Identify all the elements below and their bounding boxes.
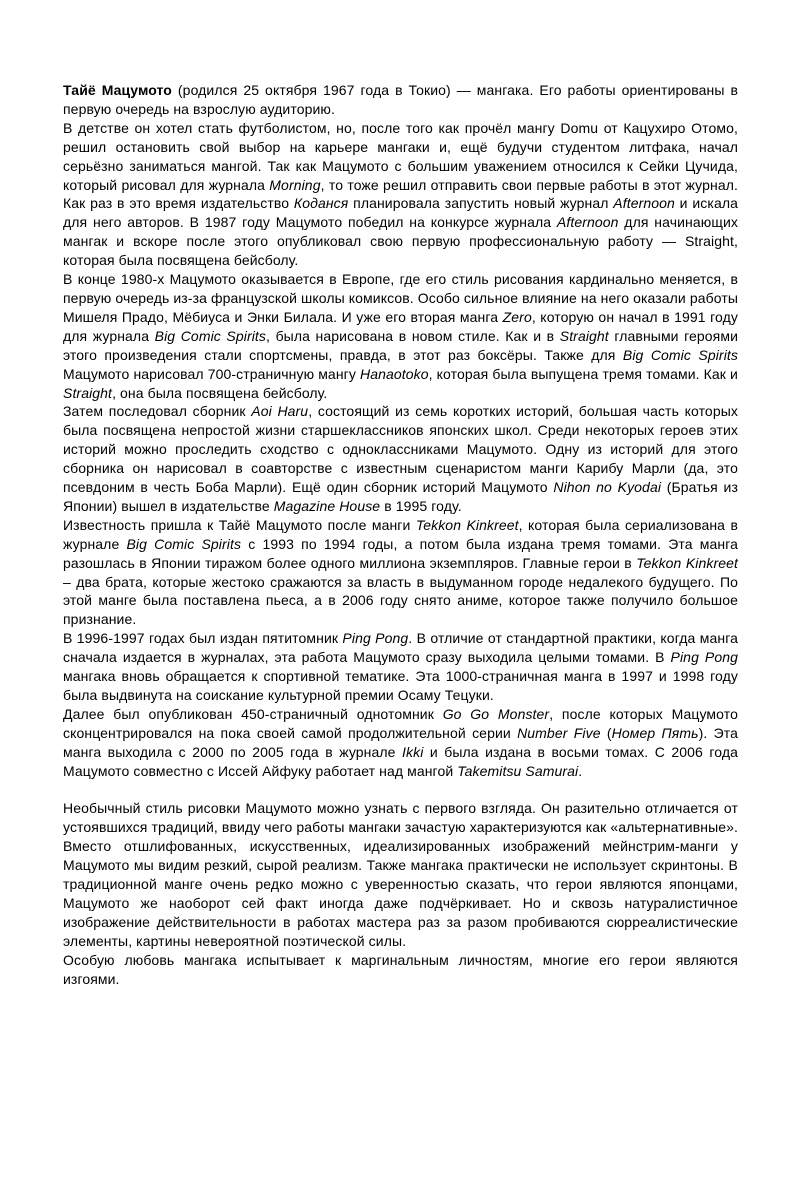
text-run: с 1993 по 1994 годы, а потом была издана тремя томами. Эта манга разошлась в Японии тиражом более одного миллиона экземпляров. Главные герои в — [63, 535, 738, 571]
text-run: Straight — [63, 384, 113, 401]
text-run: и была издана в восьми томах. С 2006 года Мацумото совместно с Иссей Айфуку работает над мангой — [63, 743, 738, 779]
text-run: Big Comic Spirits — [622, 346, 738, 363]
paragraph — [63, 799, 738, 950]
text-run: . — [578, 762, 583, 779]
text-run: Ping Pong — [342, 630, 409, 647]
text-run: , которая была сериализована в журнале — [63, 516, 738, 552]
text-run: Мацумото нарисовал 700-страничную мангу — [63, 365, 360, 382]
text-run: , она была посвящена бейсболу. — [112, 384, 328, 401]
text-run: (родился 25 октября 1967 года в Токио) — мангака. Его работы ориентированы в первую очередь на взрослую аудиторию. — [63, 82, 739, 117]
text-run: , то тоже решил отправить свои первые работы в этот журнал. Как раз в это время издательство — [63, 176, 738, 212]
text-run: Straight — [559, 327, 609, 344]
paragraph — [63, 629, 738, 705]
text-run: для начинающих мангак и вскоре после этого опубликовал свою первую профессиональную работу — Straight, которая была посвящена бейсболу. — [63, 214, 738, 269]
text-run: Tekkon Kinkreet — [415, 516, 519, 533]
text-run: В 1996-1997 годах был издан пятитомник — [63, 630, 343, 647]
text-run: Afternoon — [556, 214, 619, 231]
text-run: Затем последовал сборник — [63, 403, 252, 420]
text-run: ). Эта манга выходила с 2000 по 2005 года в журнале — [63, 724, 738, 760]
text-run: Afternoon — [613, 195, 675, 212]
text-run: Aoi Haru — [251, 403, 309, 420]
text-run: главными героями этого произведения стали спортсмены, правда, в этот раз боксёры. Также для — [63, 327, 739, 363]
text-run: . В отличие от стандартной практики, когда манга сначала издается в журналах, эта работа Мацумото сразу выходила целыми томами. В — [63, 630, 738, 666]
text-run: Morning — [269, 176, 321, 193]
paragraph — [63, 705, 738, 781]
document-page — [63, 81, 738, 988]
text-run: В детстве он хотел стать футболистом, но, после того как прочёл мангу Domu от Кацухиро Отомо, решил остановить свой выбор на карьере мангаки и, ещё будучи студентом литфака, начал серьёзно заниматься мангой. Так как Мацумото с большим уважением относился к Сейки Цучида, который рисовал для журнала — [63, 119, 738, 193]
text-run: мангака вновь обращается к спортивной тематике. Эта 1000-страничная манга в 1997 и 1998 году была выдвинута на соискание культурной премии Осаму Тецуки. — [63, 668, 738, 703]
text-run: Number Five — [517, 724, 601, 741]
text-run: ( — [600, 724, 612, 741]
text-run: , которую он начал в 1991 году для журнала — [63, 308, 738, 344]
paragraph — [63, 516, 738, 629]
text-run: Takemitsu Samurai — [457, 762, 579, 779]
text-run: Тайё Мацумото — [63, 82, 172, 98]
text-run: , состоящий из семь коротких историй, большая часть которых была посвящена непростой жизни старшеклассников японских школ. Среди некоторых героев этих историй можно проследить сходство с одноклассниками Мацумото. Одну из историй для этого сборника он нарисовал в соавторстве с известным сценаристом манги Карибу Марли (да, это псевдоним в честь Боба Марли). Ещё один сборник историй Мацумото — [63, 403, 738, 496]
text-run: Tekkon Kinkreet — [636, 554, 738, 571]
text-run: , которая была выпущена тремя томами. Как и — [428, 365, 738, 382]
text-run: Ikki — [402, 743, 424, 760]
document-body — [63, 81, 738, 988]
paragraph — [63, 951, 738, 989]
text-run: планировала запустить новый журнал — [348, 195, 614, 212]
text-run: , была нарисована в новом стиле. Как и в — [266, 327, 560, 344]
text-run: Zero — [502, 308, 532, 325]
text-run: и искала для него авторов. В 1987 году Мацумото победил на конкурсе журнала — [63, 195, 738, 231]
text-run: Коданся — [293, 195, 349, 212]
paragraph — [63, 270, 738, 402]
text-run: Hanaotoko — [360, 365, 429, 382]
paragraph — [63, 119, 738, 270]
paragraph — [63, 81, 738, 119]
text-run: Далее был опубликован 450-страничный однотомник — [63, 705, 443, 722]
text-run: В конце 1980-х Мацумото оказывается в Европе, где его стиль рисования кардинально меняется, в первую очередь из-за французской школы комиксов. Особо сильное влияние на него оказали работы Мишеля Прадо, Мёбиуса и Энки Билала. И уже его вторая манга — [63, 271, 738, 325]
text-run: Ping Pong — [670, 649, 738, 666]
text-run: Nihon no Kyodai — [553, 479, 662, 496]
text-run: , после которых Мацумото сконцентрировался на пока своей самой продолжительной серии — [63, 705, 738, 741]
text-run: Big Comic Spirits — [154, 327, 267, 344]
text-run: Go Go Monster — [442, 705, 550, 722]
text-run: Номер Пять — [611, 724, 699, 741]
paragraph — [63, 402, 738, 515]
text-run: Magazine House — [273, 497, 381, 514]
text-run: Известность пришла к Тайё Мацумото после манги — [63, 516, 416, 533]
text-run: Big Comic Spirits — [126, 535, 242, 552]
text-run: Необычный стиль рисовки Мацумото можно узнать с первого взгляда. Он разительно отличается от устоявшихся традиций, ввиду чего работы мангаки зачастую характеризуются как «альтернативные». Вместо отшлифованных, искусственных, идеализированных изображений мейнстрим-манги у Мацумото мы видим резкий, сырой реализм. Также мангака практически не использует скринтоны. В традиционной манге очень редко можно с уверенностью сказать, что герои являются японцами, Мацумото же наоборот сей факт иногда даже подчёркивает. Но и сквозь натуралистичное изображение действительности в работах мастера раз за разом пробиваются сюрреалистические элементы, картины невероятной поэтической силы. — [63, 800, 738, 949]
text-run: в 1995 году. — [380, 497, 462, 514]
text-run: – два брата, которые жестоко сражаются за власть в выдуманном городе недалекого будущего. По этой манге была поставлена пьеса, а в 2006 году снято аниме, которое также получило большое признание. — [63, 573, 738, 628]
text-run: (Братья из Японии) вышел в издательстве — [63, 479, 738, 514]
text-run: Особую любовь мангака испытывает к маргинальным личностям, многие его герои являются изгоями. — [63, 951, 738, 987]
